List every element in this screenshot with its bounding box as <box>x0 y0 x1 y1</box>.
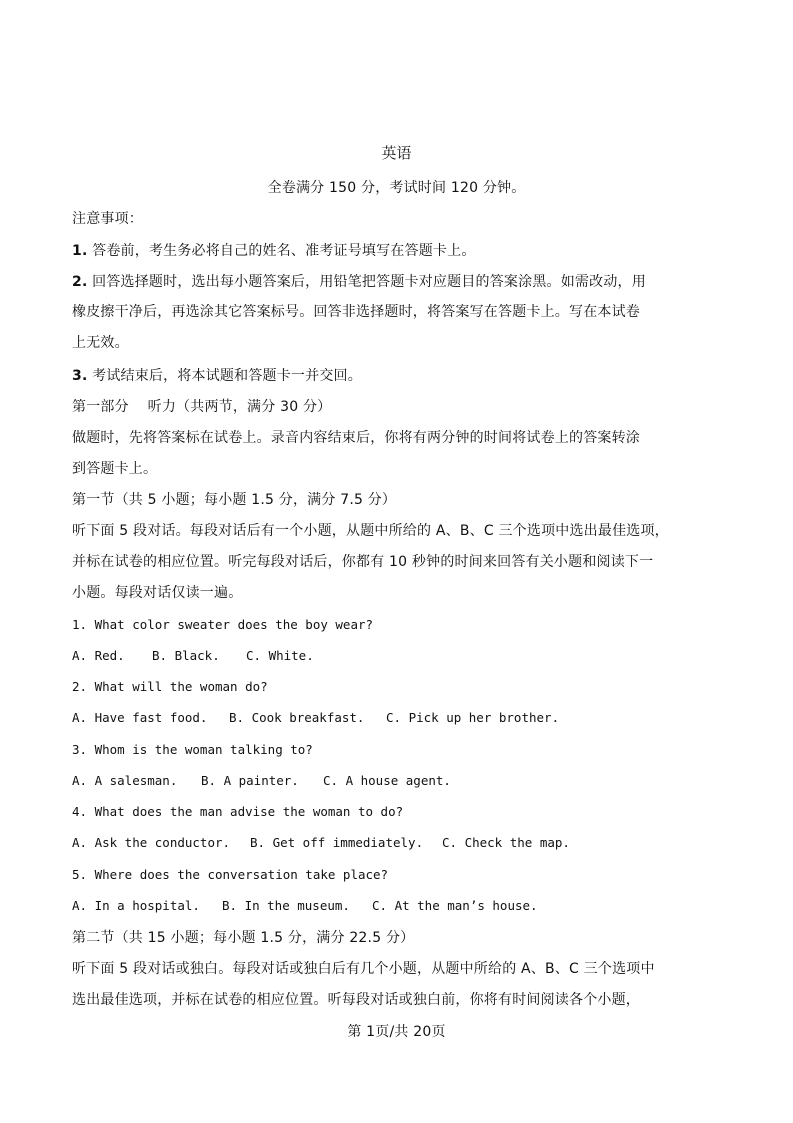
notice-text: 上无效。 <box>72 335 129 351</box>
notice-item <box>72 366 362 386</box>
options-row <box>72 771 451 791</box>
options-row <box>72 708 559 728</box>
question: 1. What color sweater does the boy wear? <box>72 617 374 632</box>
page-title: 英语 <box>381 144 412 162</box>
option: B. Cook breakfast. <box>229 710 365 725</box>
instruction-line: 做题时，先将答案标在试卷上。录音内容结束后，你将有两分钟的时间将试卷上的答案转涂 <box>72 430 640 446</box>
instruction-line: 选出最佳选项，并标在试卷的相应位置。听每段对话或独白前，你将有时间阅读各个小题， <box>72 992 640 1008</box>
option: A. Red. <box>72 648 125 663</box>
question: 4. What does the man advise the woman to do? <box>72 804 404 819</box>
option: C. At the man’s house. <box>372 898 538 913</box>
notice-text: 橡皮擦干净后，再选涂其它答案标号。回答非选择题时，将答案写在答题卡上。写在本试卷 <box>72 304 640 320</box>
option: B. A painter. <box>201 773 299 788</box>
option: C. A house agent. <box>323 773 451 788</box>
part-heading: 第一部分 听力（共两节，满分 30 分） <box>72 399 332 415</box>
exam-subtitle: 全卷满分 150 分，考试时间 120 分钟。 <box>267 180 526 196</box>
options-row <box>72 896 538 916</box>
notice-number: 3. <box>72 368 88 384</box>
notice-text: 考试结束后，将本试题和答题卡一并交回。 <box>92 368 362 384</box>
question: 5. Where does the conversation take place? <box>72 867 389 882</box>
option: C. Check the map. <box>442 835 570 850</box>
option: A. A salesman. <box>72 773 178 788</box>
notice-item <box>72 272 646 292</box>
option: A. Have fast food. <box>72 710 208 725</box>
options-row <box>72 646 314 666</box>
option: C. White. <box>246 648 314 663</box>
notice-text: 回答选择题时，选出每小题答案后，用铅笔把答题卡对应题目的答案涂黑。如需改动，用 <box>92 274 646 290</box>
option: A. Ask the conductor. <box>72 835 231 850</box>
question: 3. Whom is the woman talking to? <box>72 742 313 757</box>
option: B. Get off immediately. <box>250 835 424 850</box>
instruction-line: 听下面 5 段对话。每段对话后有一个小题，从题中所给的 A、B、C 三个选项中选出最佳选项， <box>72 523 669 539</box>
instruction-line: 并标在试卷的相应位置。听完每段对话后，你都有 10 秒钟的时间来回答有关小题和阅读下一 <box>72 554 654 570</box>
question: 2. What will the woman do? <box>72 679 268 694</box>
notice-heading: 注意事项： <box>72 211 143 227</box>
notice-item <box>72 241 476 261</box>
option: B. In the museum. <box>222 898 350 913</box>
section-heading: 第二节（共 15 小题；每小题 1.5 分，满分 22.5 分） <box>72 930 415 946</box>
notice-text: 答卷前，考生务必将自己的姓名、准考证号填写在答题卡上。 <box>92 243 476 259</box>
instruction-line: 听下面 5 段对话或独白。每段对话或独白后有几个小题，从题中所给的 A、B、C 三个选项中 <box>72 961 655 977</box>
options-row <box>72 833 570 853</box>
instruction-line: 到答题卡上。 <box>72 461 158 477</box>
notice-number: 2. <box>72 274 88 290</box>
page-footer: 第 1页/共 20页 <box>347 1024 446 1040</box>
option: B. Black. <box>152 648 220 663</box>
option: C. Pick up her brother. <box>386 710 560 725</box>
instruction-line: 小题。每段对话仅读一遍。 <box>72 585 243 601</box>
notice-number: 1. <box>72 243 88 259</box>
option: A. In a hospital. <box>72 898 200 913</box>
section-heading: 第一节（共 5 小题；每小题 1.5 分，满分 7.5 分） <box>72 492 397 508</box>
